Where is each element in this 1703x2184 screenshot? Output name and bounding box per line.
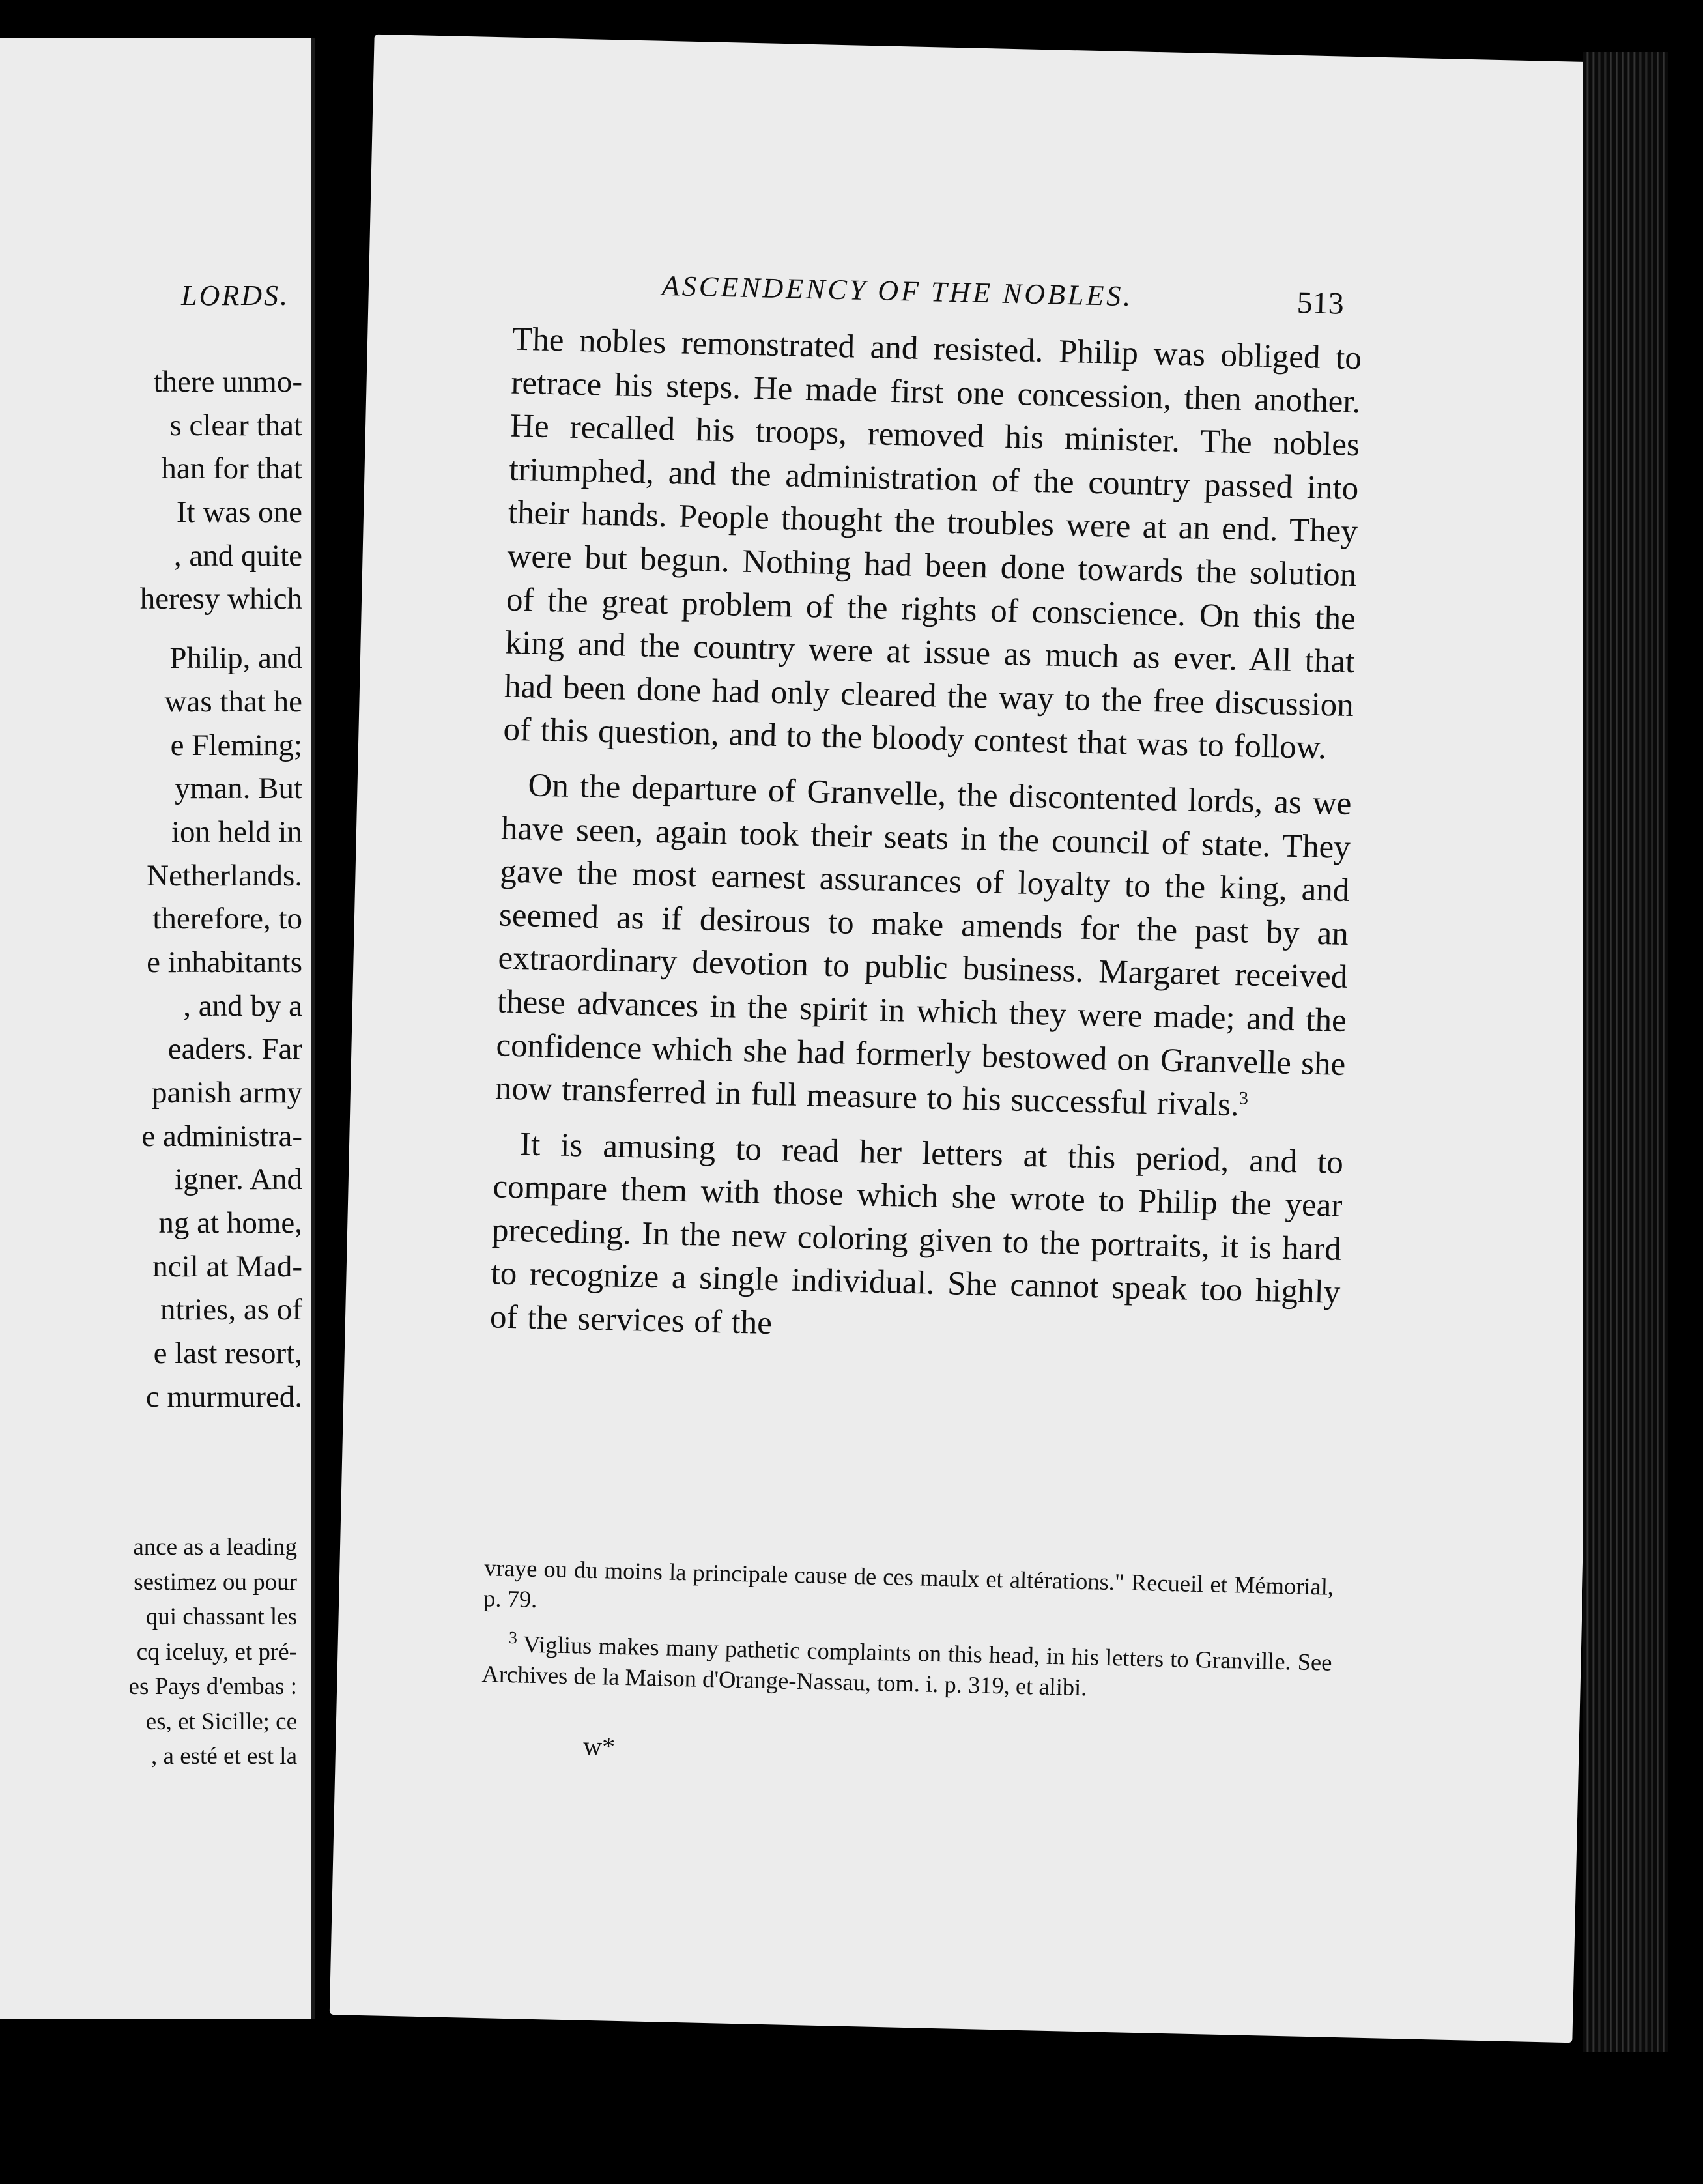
left-footnote-line: qui chassant les	[145, 1603, 297, 1630]
left-page-line: ncil at Mad-	[152, 1249, 302, 1284]
body-text	[489, 318, 1362, 1358]
left-page-line: ion held in	[171, 814, 302, 849]
left-footnote-line: cq iceluy, et pré-	[136, 1638, 297, 1665]
left-page-text	[140, 360, 302, 1419]
left-footnote-line: , a esté et est la	[151, 1743, 297, 1770]
left-page-line: eaders. Far	[167, 1032, 302, 1067]
left-footnote-line: ance as a leading	[133, 1534, 297, 1560]
left-page-footnotes	[129, 1530, 297, 1774]
running-head: ASCENDENCY OF THE NOBLES.	[661, 269, 1134, 313]
paragraph-3: It is amusing to read her letters at this period, and to compare them with those which she wrote to Philip the year preceding. In the new coloring given to the portraits, it is hard to recognize a single individual. She cannot speak too highly of the services of the	[489, 1125, 1344, 1342]
footnote-3-text: Viglius makes many pathetic complaints on this head, in his letters to Granville. See Archives de la Maison d'Orange-Nassau, tom. i. p. 319, et alibi.	[481, 1630, 1332, 1701]
left-page-line: yman. But	[175, 771, 302, 806]
left-page-line: It was one	[176, 495, 302, 530]
left-page-line: e Fleming;	[170, 728, 302, 762]
left-page-line: e last resort,	[153, 1336, 302, 1371]
paragraph-2-text: On the departure of Granvelle, the discontented lords, as we have seen, again took their seats in the council of state. They gave the most earnest assurances of loyalty to the king, and seemed as if desirous to make amends for the past by an extraordinary devotion to public business. Margaret received these advances in the spirit in which they were made; and the confidence which she had formerly bestowed on Granvelle she now transferred in full measure to his successful rivals.	[494, 767, 1352, 1124]
left-page-line: , and by a	[183, 988, 302, 1023]
left-page-line: igner. And	[175, 1162, 302, 1197]
footnote-continuation: vraye ou du moins la principale cause de ces maulx et altérations." Recueil et Mémorial, p. 79.	[483, 1554, 1334, 1613]
left-footnote-line: sestimez ou pour	[134, 1568, 297, 1596]
footnotes	[481, 1552, 1334, 1708]
left-running-head: LORDS.	[181, 280, 289, 311]
footnote-3-number: 3	[508, 1628, 518, 1648]
left-page-line: was that he	[164, 684, 302, 719]
left-page-line: panish army	[151, 1076, 302, 1110]
left-footnote-line: es Pays d'embas :	[128, 1673, 297, 1700]
paragraph-2	[494, 763, 1352, 1129]
left-page-line: Philip, and	[169, 641, 302, 676]
left-page-line: , and quite	[173, 538, 302, 573]
left-footnote-line: es, et Sicille; ce	[145, 1708, 297, 1735]
left-page-line: ng at home,	[158, 1206, 302, 1241]
left-page-fragment	[0, 38, 315, 2019]
left-page-line: there unmo-	[153, 365, 302, 399]
page-number: 513	[1296, 285, 1345, 321]
footnote-3	[481, 1628, 1332, 1708]
book-page	[330, 35, 1617, 2043]
signature-mark: w*	[582, 1731, 616, 1761]
book-fore-edge	[1583, 52, 1668, 2052]
left-page-line: c murmured.	[145, 1379, 302, 1414]
footnote-marker: 3	[1238, 1088, 1249, 1109]
left-page-line: therefore, to	[152, 902, 302, 936]
left-page-line: heresy which	[139, 582, 302, 616]
left-page-line: e inhabitants	[147, 945, 302, 979]
left-page-line: han for that	[161, 452, 302, 486]
left-page-line: ntries, as of	[160, 1293, 302, 1327]
left-page-line: Netherlands.	[147, 858, 302, 893]
left-page-line: s clear that	[169, 408, 302, 442]
left-page-line: e administra-	[141, 1119, 302, 1153]
paragraph-1: The nobles remonstrated and resisted. Philip was obliged to retrace his steps. He made first one concession, then another. He recalled his troops, removed his minister. The nobles triumphed, and the administration of the country passed into their hands. People thought the troubles were at an end. They were but begun. Nothing had been done towards the solution of the great problem of the rights of conscience. On this the king and the country were at issue as much as ever. All that had been done had only cleared the way to the free discussion of this question, and to the bloody contest that was to follow.	[502, 321, 1362, 767]
